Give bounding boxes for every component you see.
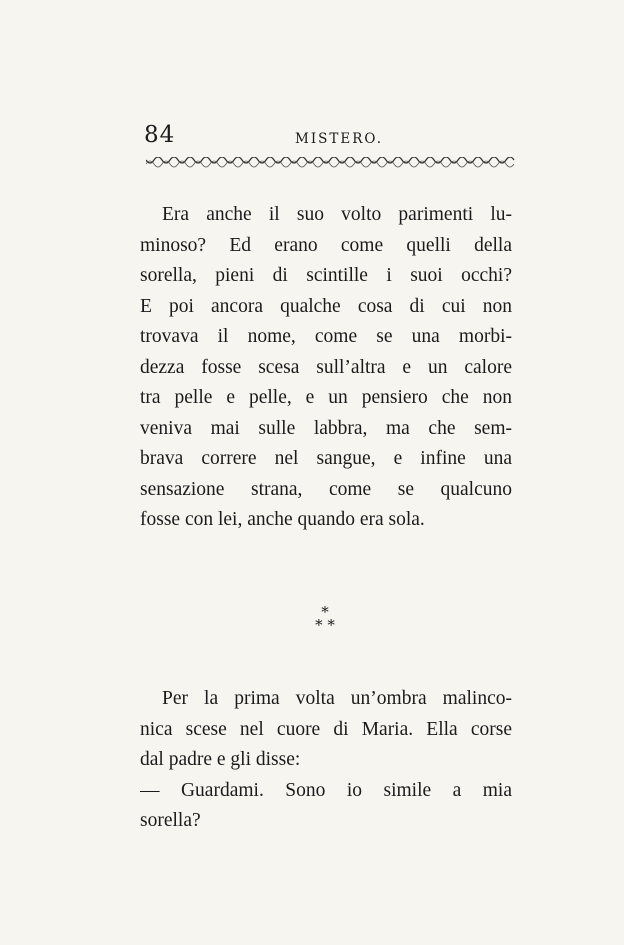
text-line: fosse con lei, anche quando era sola. bbox=[140, 509, 425, 530]
text-line: dezza fosse scesa sull’altra e un calore bbox=[140, 356, 512, 378]
text-line: veniva mai sulle labbra, ma che sem- bbox=[140, 417, 512, 439]
asterism-bottom: * * bbox=[315, 616, 335, 634]
paragraph-1 bbox=[140, 200, 512, 536]
ornamental-rule bbox=[146, 157, 518, 169]
text-line: Per la prima volta un’ombra malinco- bbox=[162, 688, 512, 709]
text-line: minoso? Ed erano come quelli della bbox=[140, 234, 512, 256]
text-line: brava correre nel sangue, e infine una bbox=[140, 448, 512, 469]
text-line: trovava il nome, come se una morbi- bbox=[140, 326, 512, 347]
page-number: 84 bbox=[144, 122, 176, 148]
text-line: — Guardami. Sono io simile a mia bbox=[140, 779, 512, 801]
running-title: MISTERO. bbox=[295, 131, 383, 147]
text-line: Era anche il suo volto parimenti lu- bbox=[162, 204, 512, 225]
text-line: E poi ancora qualche cosa di cui non bbox=[140, 295, 512, 317]
asterism-top: * bbox=[321, 603, 329, 621]
text-line: sorella? bbox=[140, 810, 201, 831]
text-line: tra pelle e pelle, e un pensiero che non bbox=[140, 387, 512, 408]
text-line: nica scese nel cuore di Maria. Ella corse bbox=[140, 718, 512, 740]
asterism-separator bbox=[300, 603, 350, 640]
text-line: sensazione strana, come se qualcuno bbox=[140, 478, 512, 500]
running-head bbox=[140, 122, 512, 152]
text-line: sorella, pieni di scintille i suoi occhi? bbox=[140, 265, 512, 286]
text-line: dal padre e gli disse: bbox=[140, 749, 301, 770]
paragraph-2 bbox=[140, 684, 512, 837]
